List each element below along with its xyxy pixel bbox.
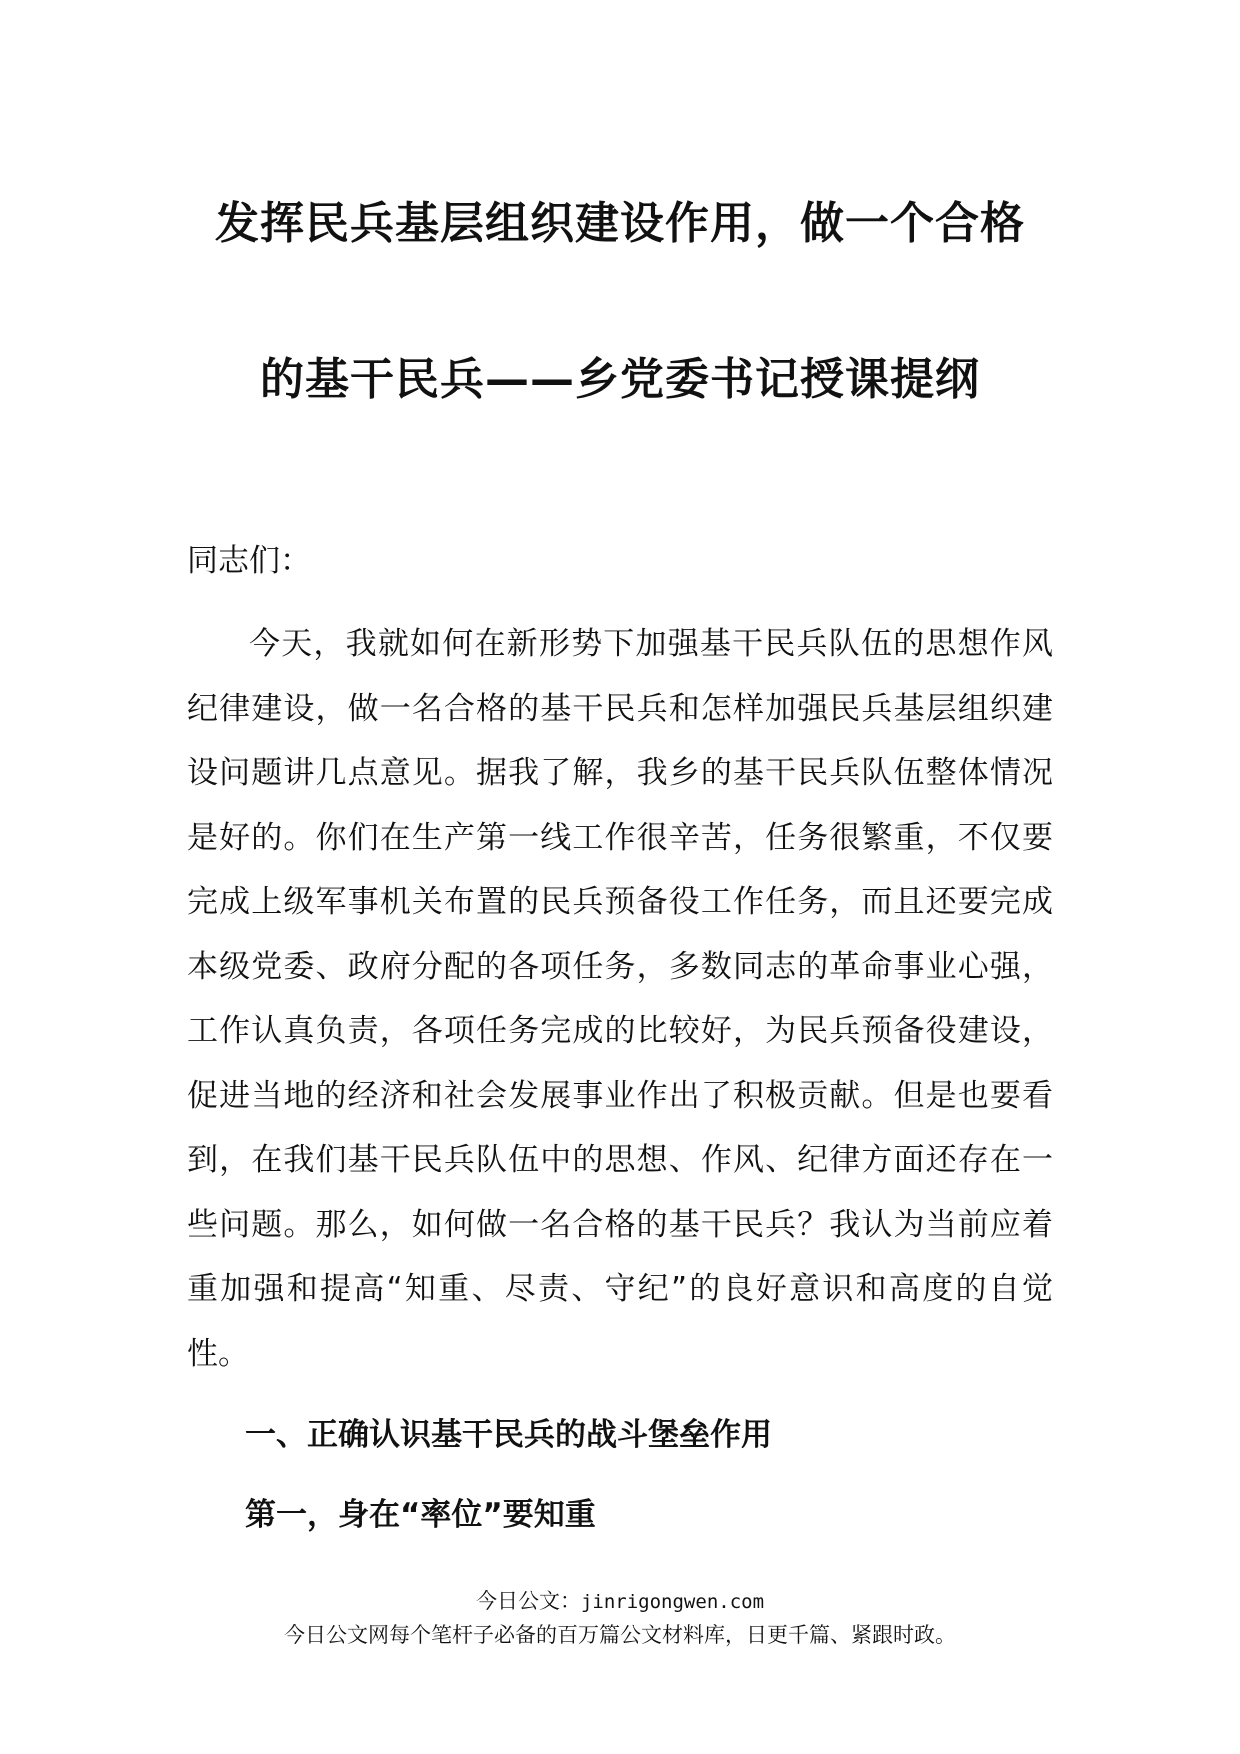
footer-site-label: 今日公文： (475, 1589, 581, 1613)
footer-slogan: 今日公文网每个笔杆子必备的百万篇公文材料库，日更千篇、紧跟时政。 (284, 1623, 956, 1647)
salutation: 同志们： (187, 543, 311, 579)
subsection-heading-1: 第一，身在“率位”要知重 (245, 1497, 596, 1533)
document-title-line-2: 的基干民兵——乡党委书记授课提纲 (260, 354, 980, 405)
body-paragraph: 今天，我就如何在新形势下加强基干民兵队伍的思想作风纪律建设，做一名合格的基干民兵和怎样加强民兵基层组织建设问题讲几点意见。据我了解，我乡的基干民兵队伍整体情况是好的。你们在生产第一线工作很辛苦，任务很繁重，不仅要完成上级军事机关布置的民兵预备役工作任务，而且还要完成本级党委、政府分配的各项任务，多数同志的革命事业心强，工作认真负责，各项任务完成的比较好，为民兵预备役建设，促进当地的经济和社会发展事业作出了积极贡献。但是也要看到，在我们基干民兵队伍中的思想、作风、纪律方面还存在一些问题。那么，如何做一名合格的基干民兵？我认为当前应着重加强和提高“知重、尽责、守纪”的良好意识和高度的自觉性。 (187, 626, 1053, 1372)
document-title-line-1: 发挥民兵基层组织建设作用，做一个合格 (215, 198, 1025, 249)
footer-site-line (0, 1586, 1240, 1617)
section-heading-1: 一、正确认识基干民兵的战斗堡垒作用 (245, 1417, 772, 1453)
footer-site-url[interactable]: jinrigongwen.com (580, 1591, 765, 1613)
